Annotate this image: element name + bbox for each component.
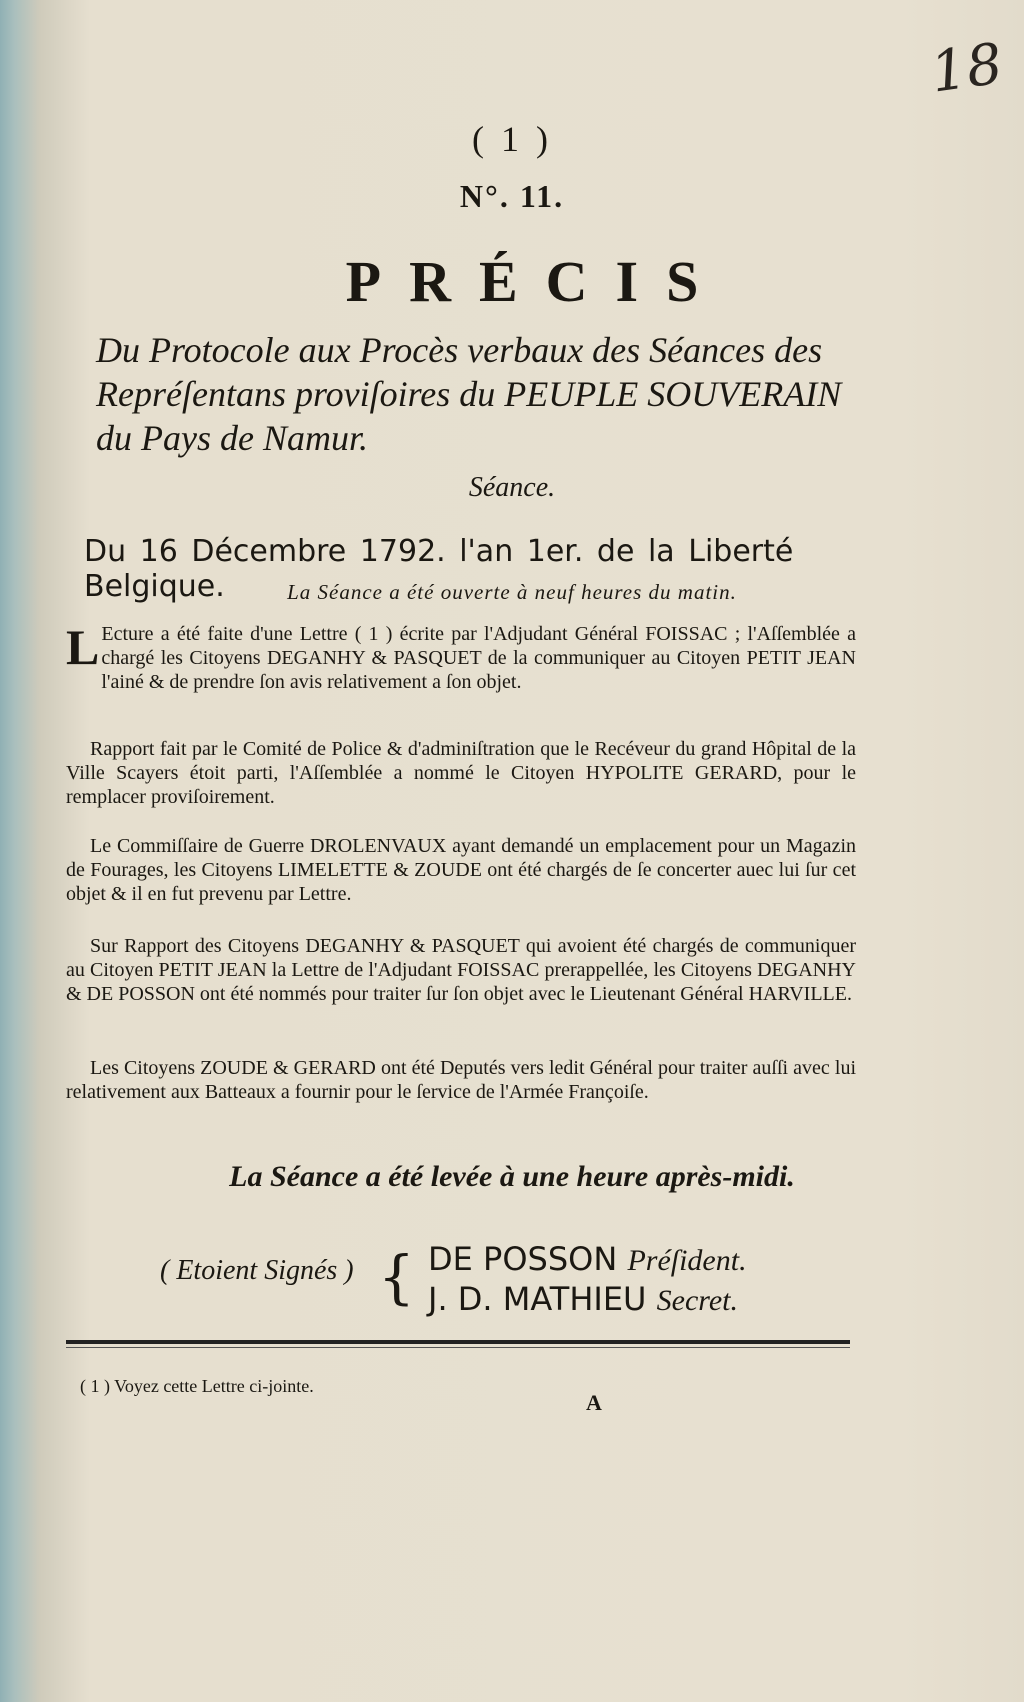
paragraph-4: Sur Rapport des Citoyens DEGANHY & PASQUET qui avoient été chargés de communiquer au Citoyen PETIT JEAN la Lettre de l'Adjudant FOISSAC prerappellée, les Citoyens DEGANHY & DE POSSON ont été nommés pour traiter ſur ſon objet avec le Lieutenant Général HARVILLE. <box>66 935 856 1005</box>
signatory-role: Secret. <box>656 1284 738 1317</box>
signatory-name: DE POSSON <box>428 1240 618 1278</box>
issue-number: N°. 11. <box>459 178 565 214</box>
opening-line: La Séance a été ouverte à neuf heures du matin. <box>287 580 737 604</box>
paragraph-5: Les Citoyens ZOUDE & GERARD ont été Deputés vers ledit Général pour traiter auſſi avec lui relativement aux Batteaux a fournir pour le ſervice de l'Armée Françoiſe. <box>66 1057 856 1103</box>
margin-note: 18 <box>926 31 1007 106</box>
paragraph-3: Le Commiſſaire de Guerre DROLENVAUX ayant demandé un emplacement pour un Magazin de Fourages, les Citoyens LIMELETTE & ZOUDE ont été chargés de ſe concerter auec lui ſur cet objet & il en fut prevenu par Lettre. <box>66 835 856 905</box>
divider-rule-thin <box>66 1347 850 1348</box>
signatory-name: J. D. MATHIEU <box>428 1280 647 1318</box>
brace-icon: { <box>378 1243 415 1311</box>
signatory-role: Préſident. <box>627 1244 747 1277</box>
signatory-2 <box>428 1280 738 1318</box>
document-subtitle: Du Protocole aux Procès verbaux des Séances des Repréſentans proviſoires du PEUPLE SOUVERAIN du Pays de Namur. <box>96 330 842 458</box>
footnote: ( 1 ) Voyez cette Lettre ci-jointe. <box>80 1376 314 1396</box>
seance-label: Séance. <box>468 472 556 503</box>
signatory-1 <box>428 1240 747 1278</box>
closing-line: La Séance a été levée à une heure après-midi. <box>229 1160 795 1193</box>
document-title: PRÉCIS <box>345 249 727 314</box>
paragraph-2: Rapport fait par le Comité de Police & d'adminiſtration que le Recéveur du grand Hôpital de la Ville Scayers étoit parti, l'Aſſemblée a nommé le Citoyen HYPOLITE GERARD, pour le remplacer proviſoirement. <box>66 738 856 808</box>
signature-mark: A <box>586 1390 602 1415</box>
paragraph-1 <box>66 619 856 694</box>
date-line: Du 16 Décembre 1792. l'an 1er. de la Liberté Belgique. <box>84 534 794 604</box>
page-number: ( 1 ) <box>472 119 552 159</box>
drop-cap: L <box>66 619 100 675</box>
signed-label: ( Etoient Signés ) <box>160 1255 354 1286</box>
divider-rule <box>66 1340 850 1344</box>
paragraph-text: Ecture a été faite d'une Lettre ( 1 ) écrite par l'Adjudant Général FOISSAC ; l'Aſſemblée a chargé les Citoyens DEGANHY & PASQUET de la communiquer au Citoyen PETIT JEAN l'ainé & de prendre ſon avis relativement a ſon objet. <box>101 623 856 693</box>
